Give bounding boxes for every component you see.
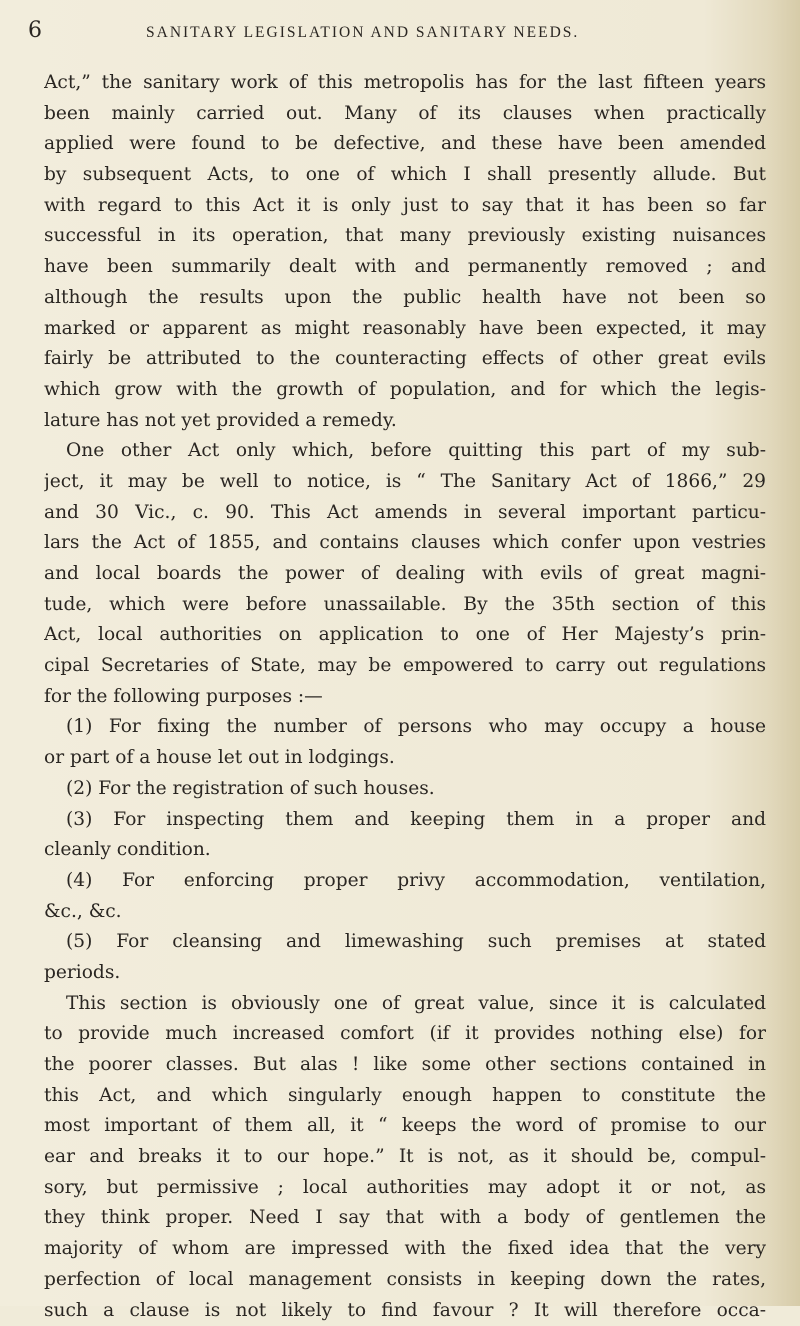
text-line: such a clause is not likely to find favour ? It will therefore occa- (44, 1296, 766, 1326)
text-line: and local boards the power of dealing with evils of great magni- (44, 559, 766, 590)
running-title: SANITARY LEGISLATION AND SANITARY NEEDS. (146, 24, 579, 42)
text-line: marked or apparent as might reasonably have been expected, it may (44, 314, 766, 345)
text-line: (2) For the registration of such houses. (44, 774, 766, 805)
text-line: tude, which were before unassailable. By the 35th section of this (44, 590, 766, 621)
text-line: they think proper. Need I say that with a body of gentlemen the (44, 1203, 766, 1234)
text-line: lature has not yet provided a remedy. (44, 406, 766, 437)
text-line: cipal Secretaries of State, may be empowered to carry out regulations (44, 651, 766, 682)
text-line: (1) For fixing the number of persons who may occupy a house (44, 712, 766, 743)
text-line: by subsequent Acts, to one of which I shall presently allude. But (44, 160, 766, 191)
text-line: &c., &c. (44, 897, 766, 928)
text-line: applied were found to be defective, and these have been amended (44, 129, 766, 160)
text-line: successful in its operation, that many previously existing nuisances (44, 221, 766, 252)
text-line: have been summarily dealt with and permanently removed ; and (44, 252, 766, 283)
text-line: been mainly carried out. Many of its clauses when practically (44, 99, 766, 130)
text-line: cleanly condition. (44, 835, 766, 866)
text-line: most important of them all, it “ keeps the word of promise to our (44, 1111, 766, 1142)
text-line: Act, local authorities on application to one of Her Majesty’s prin- (44, 620, 766, 651)
text-line: One other Act only which, before quitting this part of my sub- (44, 436, 766, 467)
body-text (44, 68, 766, 1326)
text-line: sory, but permissive ; local authorities may adopt it or not, as (44, 1173, 766, 1204)
text-line: lars the Act of 1855, and contains clauses which confer upon vestries (44, 528, 766, 559)
text-line: for the following purposes :— (44, 682, 766, 713)
page-header (28, 18, 760, 48)
text-line: ear and breaks it to our hope.” It is not, as it should be, compul- (44, 1142, 766, 1173)
page-number: 6 (28, 18, 42, 43)
text-line: (3) For inspecting them and keeping them in a proper and (44, 805, 766, 836)
text-line: or part of a house let out in lodgings. (44, 743, 766, 774)
text-line: periods. (44, 958, 766, 989)
text-line: ject, it may be well to notice, is “ The Sanitary Act of 1866,” 29 (44, 467, 766, 498)
text-line: Act,” the sanitary work of this metropolis has for the last fifteen years (44, 68, 766, 99)
text-line: fairly be attributed to the counteracting effects of other great evils (44, 344, 766, 375)
text-line: although the results upon the public health have not been so (44, 283, 766, 314)
text-line: and 30 Vic., c. 90. This Act amends in several important particu- (44, 498, 766, 529)
text-line: with regard to this Act it is only just to say that it has been so far (44, 191, 766, 222)
text-line: to provide much increased comfort (if it provides nothing else) for (44, 1019, 766, 1050)
text-line: majority of whom are impressed with the fixed idea that the very (44, 1234, 766, 1265)
text-line: this Act, and which singularly enough happen to constitute the (44, 1081, 766, 1112)
text-line: (4) For enforcing proper privy accommodation, ventilation, (44, 866, 766, 897)
text-line: This section is obviously one of great value, since it is calculated (44, 989, 766, 1020)
text-line: (5) For cleansing and limewashing such premises at stated (44, 927, 766, 958)
text-line: the poorer classes. But alas ! like some other sections contained in (44, 1050, 766, 1081)
text-line: which grow with the growth of population, and for which the legis- (44, 375, 766, 406)
text-line: perfection of local management consists in keeping down the rates, (44, 1265, 766, 1296)
